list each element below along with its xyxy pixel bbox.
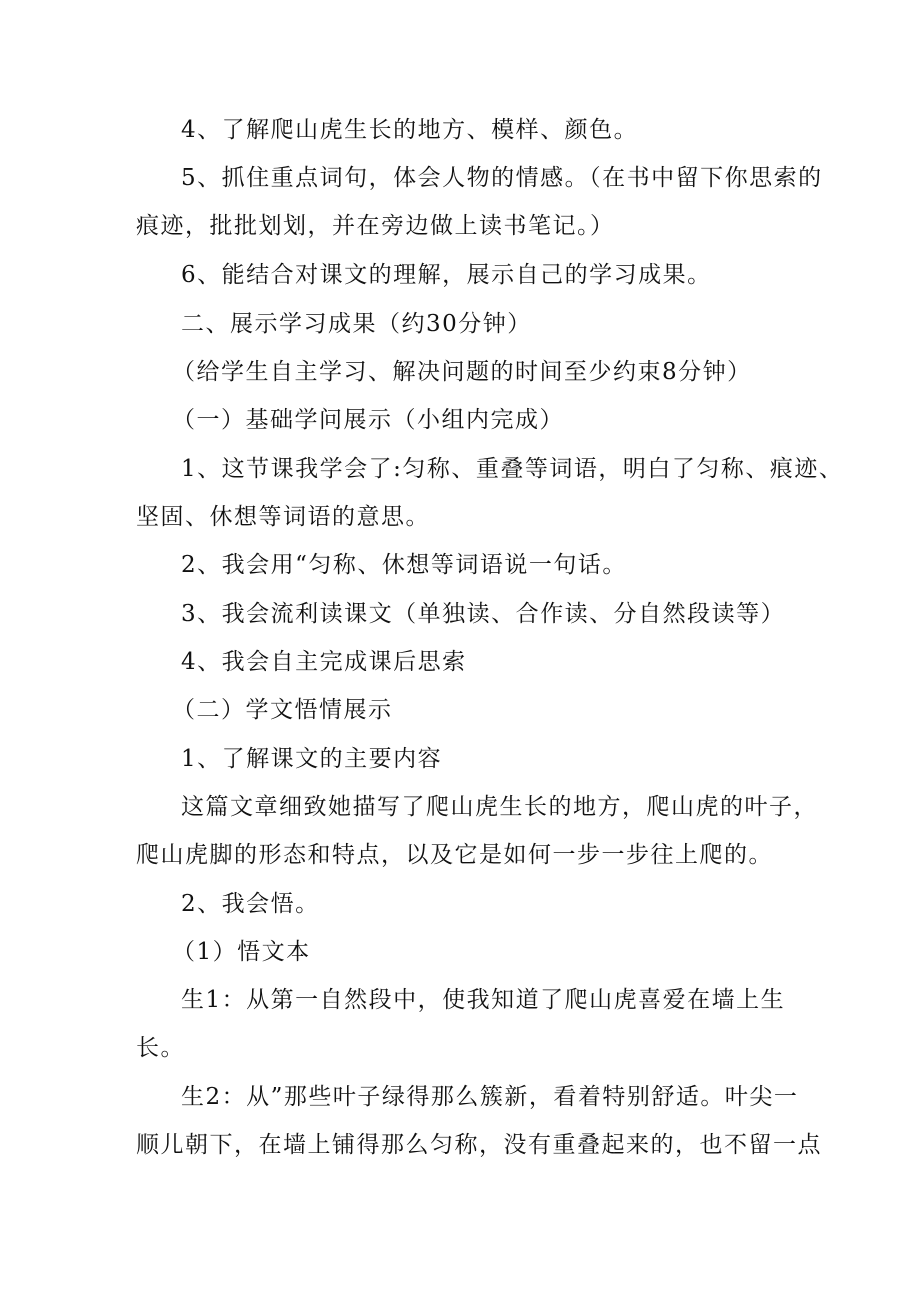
section-heading: 二、展示学习成果（约30分钟） <box>181 311 532 337</box>
text-line: 1、了解课文的主要内容 <box>181 746 443 772</box>
text-line: （给学生自主学习、解决问题的时间至少约束8分钟） <box>172 359 752 385</box>
text-line: 长。 <box>136 1035 185 1061</box>
text-line: 痕迹，批批划划，并在旁边做上读书笔记。） <box>136 213 615 239</box>
text-line: 生1：从第一自然段中，使我知道了爬山虎喜爱在墙上生 <box>181 987 786 1013</box>
text-line: 6、能结合对课文的理解，展示自己的学习成果。 <box>181 262 712 288</box>
text-line: 这篇文章细致她描写了爬山虎生长的地方，爬山虎的叶子， <box>181 794 818 820</box>
text-line: 3、我会流利读课文（单独读、合作读、分自然段读等） <box>181 601 786 627</box>
text-line: 2、我会用“匀称、休想等词语说一句话。 <box>181 552 627 578</box>
subsection-heading: （一）基础学问展示（小组内完成） <box>172 407 564 433</box>
text-line: 2、我会悟。 <box>181 891 320 917</box>
text-line: 1、这节课我学会了:匀称、重叠等词语，明白了匀称、痕迹、 <box>181 456 844 482</box>
text-line: 4、我会自主完成课后思索 <box>181 649 467 675</box>
text-line: 爬山虎脚的形态和特点，以及它是如何一步一步往上爬的。 <box>136 842 773 868</box>
subsection-heading: （二）学文悟情展示 <box>172 697 393 723</box>
text-line: 顺儿朝下，在墙上铺得那么匀称，没有重叠起来的，也不留一点 <box>136 1132 822 1158</box>
text-line: 坚固、休想等词语的意思。 <box>136 504 430 530</box>
text-line: 4、了解爬山虎生长的地方、模样、颜色。 <box>181 117 639 143</box>
text-line: 生2：从”那些叶子绿得那么簇新，看着特别舒适。叶尖一 <box>181 1084 799 1110</box>
text-line: 5、抓住重点词句，体会人物的情感。（在书中留下你思索的 <box>181 165 823 191</box>
text-line: （1）悟文本 <box>172 939 311 965</box>
